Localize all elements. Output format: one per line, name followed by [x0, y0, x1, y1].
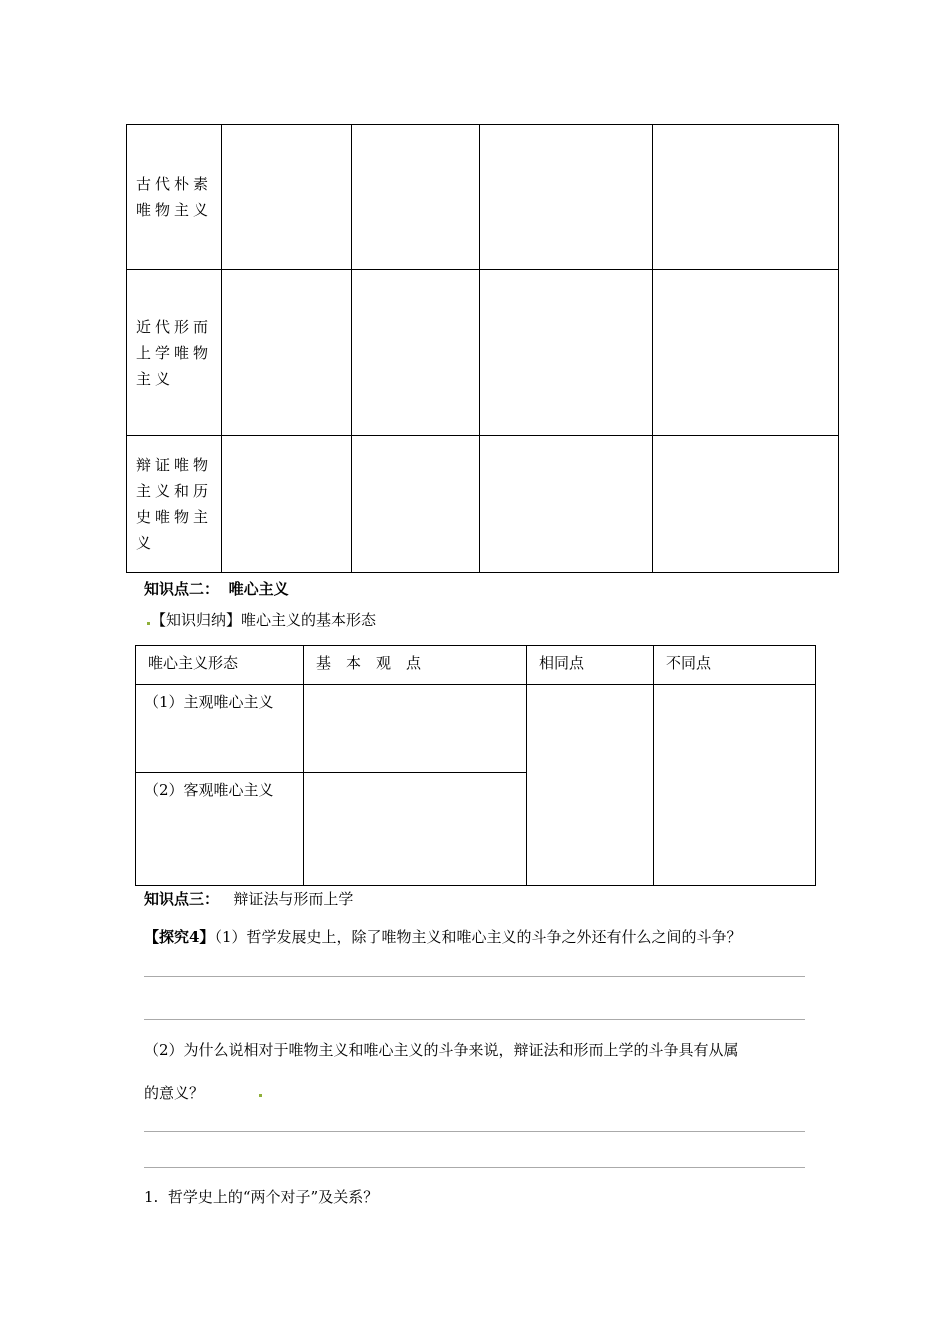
table-cell[interactable] [480, 125, 653, 270]
materialism-table [126, 124, 839, 573]
idealism-table [135, 645, 816, 886]
table-cell[interactable] [653, 436, 839, 573]
section2-heading: 知识点二： 唯心主义 [144, 580, 289, 598]
answer-line[interactable] [144, 1167, 805, 1168]
header-cell: 基 本 观 点 [304, 646, 527, 685]
table-cell[interactable] [222, 270, 352, 436]
header-cell: 相同点 [527, 646, 654, 685]
table-cell[interactable] [480, 270, 653, 436]
table-cell[interactable] [480, 436, 653, 573]
table-cell[interactable] [222, 125, 352, 270]
table-row [127, 436, 839, 573]
table-row [127, 270, 839, 436]
answer-line[interactable] [144, 976, 805, 977]
section3-heading: 知识点三： 辩证法与形而上学 [144, 890, 354, 908]
table-header-row [136, 646, 816, 685]
row-label: 古代朴素唯物主义 [127, 125, 222, 270]
explore-question-2-line2: 的意义？ [144, 1084, 205, 1102]
table-cell[interactable] [653, 270, 839, 436]
explore-question-2-line1: （2）为什么说相对于唯物主义和唯心主义的斗争来说，辩证法和形而上学的斗争具有从属 [144, 1041, 739, 1059]
table-cell[interactable] [352, 125, 480, 270]
answer-line[interactable] [144, 1131, 805, 1132]
row-label: （2）客观唯心主义 [136, 773, 304, 886]
marker-dot [147, 622, 150, 625]
row-label: 辩证唯物主义和历史唯物主义 [127, 436, 222, 573]
table-cell[interactable] [654, 685, 816, 886]
table-cell[interactable] [653, 125, 839, 270]
header-cell: 唯心主义形态 [136, 646, 304, 685]
table-cell[interactable] [222, 436, 352, 573]
table-cell[interactable] [352, 270, 480, 436]
list-item: 1. 哲学史上的“两个对子”及关系？ [144, 1188, 379, 1206]
marker-dot [259, 1094, 262, 1097]
row-label: （1）主观唯心主义 [136, 685, 304, 773]
table-cell[interactable] [527, 685, 654, 886]
explore-question-1: 【探究4】（1）哲学发展史上，除了唯物主义和唯心主义的斗争之外还有什么之间的斗争？ [144, 928, 742, 946]
summary-line: 【知识归纳】唯心主义的基本形态 [151, 611, 377, 629]
table-row [136, 685, 816, 773]
header-cell: 不同点 [654, 646, 816, 685]
table-cell[interactable] [304, 685, 527, 773]
answer-line[interactable] [144, 1019, 805, 1020]
table-row [127, 125, 839, 270]
table-cell[interactable] [304, 773, 527, 886]
row-label: 近代形而上学唯物主义 [127, 270, 222, 436]
table-cell[interactable] [352, 436, 480, 573]
